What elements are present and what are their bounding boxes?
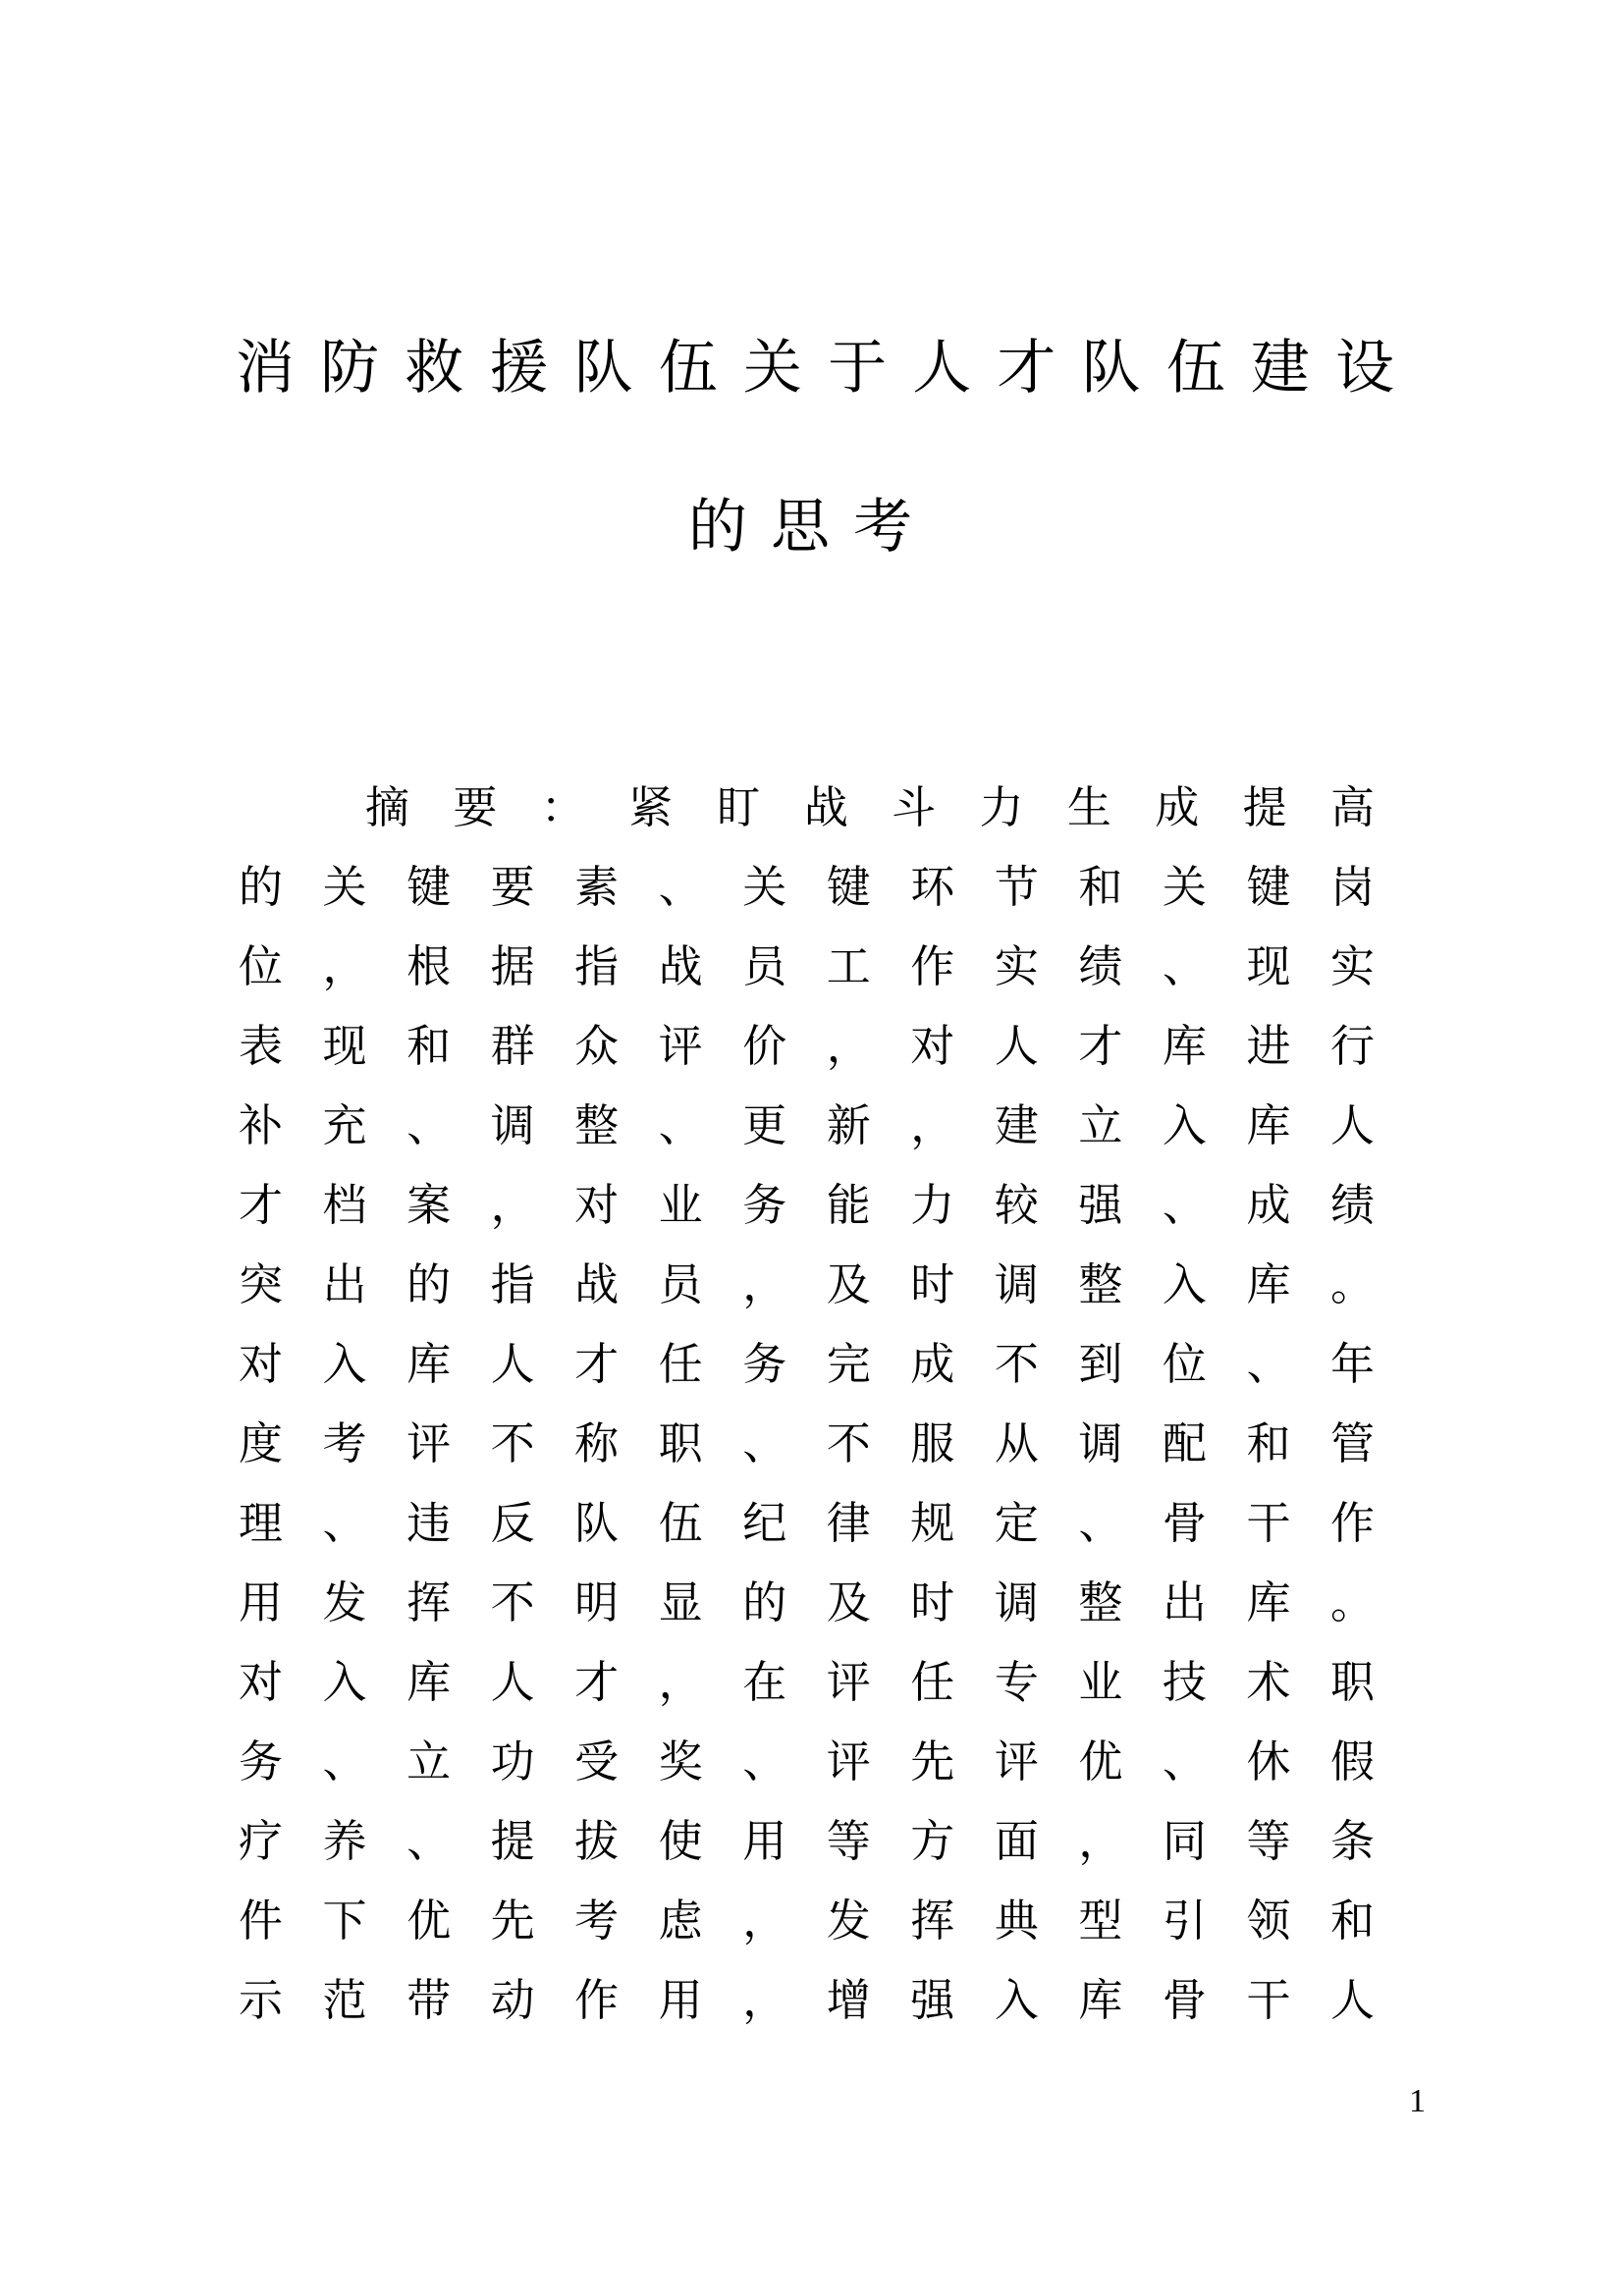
text-line: 位，根据指战员工作实绩、现实 bbox=[239, 940, 1375, 992]
abstract-paragraph bbox=[239, 768, 1375, 2040]
text-line: 件下优先考虑，发挥典型引领和 bbox=[239, 1895, 1375, 1947]
text-line: 补充、调整、更新，建立入库人 bbox=[239, 1099, 1375, 1151]
text-line: 才档案，对业务能力较强、成绩 bbox=[239, 1179, 1375, 1231]
text-line: 度考评不称职、不服从调配和管 bbox=[239, 1417, 1375, 1469]
text-line: 表现和群众评价，对人才库进行 bbox=[239, 1020, 1375, 1072]
text-line: 用发挥不明显的及时调整出库。 bbox=[239, 1576, 1375, 1629]
text-line: 疗养、提拔使用等方面，同等条 bbox=[239, 1815, 1375, 1867]
text-line: 摘要：紧盯战斗力生成提高 bbox=[365, 781, 1375, 833]
document-title-line-1: 消防救援队伍关于人才队伍建设 bbox=[236, 334, 1394, 402]
text-line: 对入库人才任务完成不到位、年 bbox=[239, 1338, 1375, 1390]
text-line: 理、违反队伍纪律规定、骨干作 bbox=[239, 1497, 1375, 1549]
text-line: 示范带动作用，增强入库骨干人 bbox=[239, 1974, 1375, 2026]
text-line: 对入库人才，在评任专业技术职 bbox=[239, 1656, 1375, 1708]
document-title-line-2: 的思考 bbox=[688, 493, 936, 561]
page-number: 1 bbox=[1409, 2083, 1426, 2119]
text-line: 的关键要素、关键环节和关键岗 bbox=[239, 861, 1375, 913]
text-line: 务、立功受奖、评先评优、休假 bbox=[239, 1735, 1375, 1788]
text-line: 突出的指战员，及时调整入库。 bbox=[239, 1258, 1375, 1310]
